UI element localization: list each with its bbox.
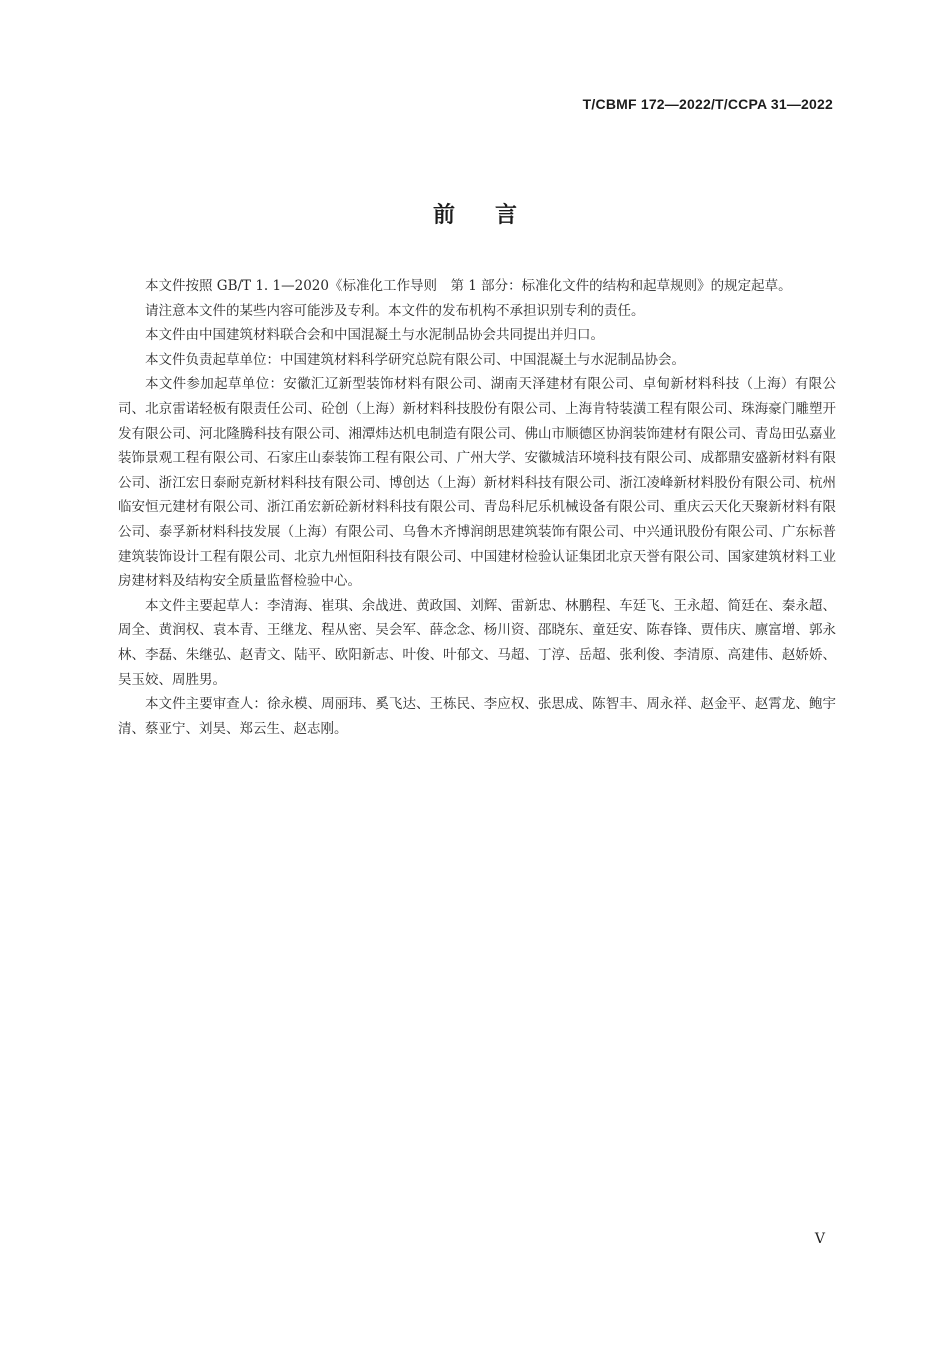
- page-number: V: [814, 1231, 825, 1247]
- paragraph-lead-drafters: 本文件负责起草单位：中国建筑材料科学研究总院有限公司、中国混凝土与水泥制品协会。: [145, 351, 685, 368]
- document-code: T/CBMF 172—2022/T/CCPA 31—2022: [582, 96, 833, 112]
- paragraph-proposer: 本文件由中国建筑材料联合会和中国混凝土与水泥制品协会共同提出并归口。: [145, 327, 604, 344]
- page-title: 前言: [432, 203, 557, 228]
- paragraph-patent-notice: 请注意本文件的某些内容可能涉及专利。本文件的发布机构不承担识别专利的责任。: [145, 302, 645, 319]
- preface-body: [118, 274, 836, 741]
- paragraph-reviewers: 本文件主要审查人：徐永模、周丽玮、奚飞达、王栋民、李应权、张思成、陈智丰、周永祥、赵金平、赵霄龙、鲍宇清、蔡亚宁、刘昊、郑云生、赵志刚。: [118, 696, 836, 737]
- paragraph-participating-units: 本文件参加起草单位：安徽汇辽新型装饰材料有限公司、湖南天泽建材有限公司、卓甸新材料科技（上海）有限公司、北京雷诺轻板有限责任公司、砼创（上海）新材料科技股份有限公司、上海肯特装潢工程有限公司、珠海豪门雕塑开发有限公司、河北隆腾科技有限公司、湘潭炜达机电制造有限公司、佛山市顺德区协润装饰建材有限公司、青岛田弘嘉业装饰景观工程有限公司、石家庄山泰装饰工程有限公司、广州大学、安徽城洁环境科技有限公司、成都鼎安盛新材料有限公司、浙江宏日泰耐克新材料科技有限公司、博创达（上海）新材料科技有限公司、浙江凌峰新材料股份有限公司、杭州临安恒元建材有限公司、浙江甬宏新砼新材料科技有限公司、青岛科尼乐机械设备有限公司、重庆云天化天聚新材料有限公司、泰孚新材料科技发展（上海）有限公司、乌鲁木齐博润朗思建筑装饰有限公司、中兴通讯股份有限公司、广东标普建筑装饰设计工程有限公司、北京九州恒阳科技有限公司、中国建材检验认证集团北京天誉有限公司、国家建筑材料工业房建材料及结构安全质量监督检验中心。: [118, 376, 836, 590]
- paragraph-drafting-rules: 本文件按照 GB/T 1. 1—2020《标准化工作导则 第 1 部分：标准化文件的结构和起草规则》的规定起草。: [145, 278, 792, 294]
- paragraph-main-drafters: 本文件主要起草人：李清海、崔琪、余战进、黄政国、刘辉、雷新忠、林鹏程、车廷飞、王永超、简廷在、秦永超、周全、黄润权、袁本青、王继龙、程从密、吴会军、薛念念、杨川资、邵晓东、童廷安、陈春锋、贾伟庆、廪富增、郭永林、李磊、朱继弘、赵青文、陆平、欧阳新志、叶俊、叶郁文、马超、丁淳、岳超、张利俊、李清原、高建伟、赵娇娇、吴玉姣、周胜男。: [118, 597, 836, 688]
